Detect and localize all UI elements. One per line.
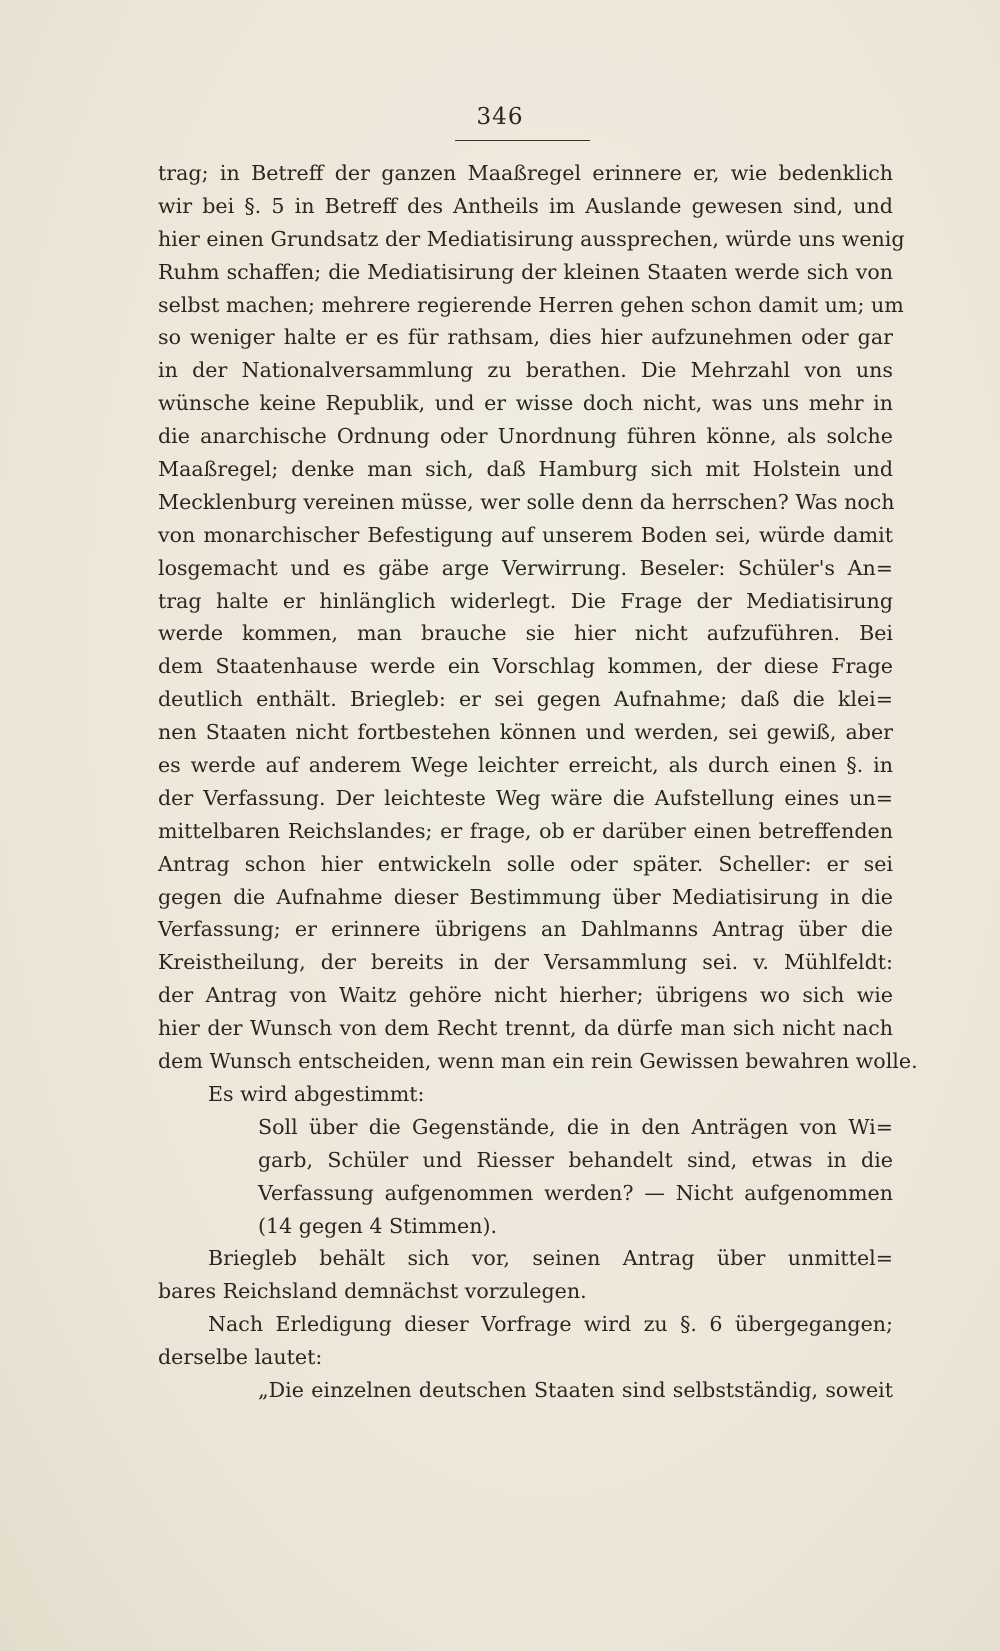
text-line: gegen die Aufnahme dieser Bestimmung über Mediatisirung in die [158, 884, 893, 909]
text-line: selbst machen; mehrere regierende Herren gehen schon damit um; um [158, 292, 904, 317]
text-line: so weniger halte er es für rathsam, dies hier aufzunehmen oder gar [158, 325, 893, 350]
text-line: werde kommen, man brauche sie hier nicht aufzuführen. Bei [158, 621, 893, 646]
page-number: 346 [476, 104, 524, 130]
text-line: derselbe lautet: [158, 1345, 323, 1370]
quote-line: garb, Schüler und Riesser behandelt sind, etwas in die [258, 1147, 893, 1172]
text-line: hier der Wunsch von dem Recht trennt, da dürfe man sich nicht nach [158, 1016, 893, 1041]
text-line: trag halte er hinlänglich widerlegt. Die Frage der Mediatisirung [158, 588, 893, 613]
text-line: wünsche keine Republik, und er wisse doch nicht, was uns mehr in [158, 391, 893, 416]
text-line: von monarchischer Befestigung auf unserem Boden sei, würde damit [158, 522, 893, 547]
text-line: dem Wunsch entscheiden, wenn man ein rein Gewissen bewahren wolle. [158, 1049, 918, 1074]
text-line: Verfassung; er erinnere übrigens an Dahlmanns Antrag über die [158, 917, 893, 942]
text-line: Briegleb behält sich vor, seinen Antrag über unmittel= [208, 1246, 893, 1271]
text-line: hier einen Grundsatz der Mediatisirung aussprechen, würde uns wenig [158, 226, 905, 251]
text-line: wir bei §. 5 in Betreff des Antheils im Auslande gewesen sind, und [158, 193, 893, 218]
page-number-rule [455, 140, 590, 141]
text-line: Es wird abgestimmt: [208, 1081, 425, 1106]
body-text [158, 157, 918, 1407]
text-line: in der Nationalversammlung zu berathen. Die Mehrzahl von uns [158, 358, 893, 383]
text-line: die anarchische Ordnung oder Unordnung führen könne, als solche [158, 424, 893, 449]
text-line: trag; in Betreff der ganzen Maaßregel erinnere er, wie bedenklich [158, 161, 893, 185]
text-line: der Verfassung. Der leichteste Weg wäre die Aufstellung eines un= [158, 785, 893, 810]
text-line: nen Staaten nicht fortbestehen können und werden, sei gewiß, aber [158, 720, 893, 745]
text-line: bares Reichsland demnächst vorzulegen. [158, 1279, 587, 1304]
text-line: „Die einzelnen deutschen Staaten sind selbstständig, soweit [258, 1377, 893, 1402]
text-line: Ruhm schaffen; die Mediatisirung der kleinen Staaten werde sich von [158, 259, 893, 284]
text-line: Kreistheilung, der bereits in der Versammlung sei. v. Mühlfeldt: [158, 950, 893, 975]
text-line: Maaßregel; denke man sich, daß Hamburg sich mit Holstein und [158, 457, 893, 482]
text-line: dem Staatenhause werde ein Vorschlag kommen, der diese Frage [158, 654, 893, 679]
text-line: Antrag schon hier entwickeln solle oder später. Scheller: er sei [158, 851, 893, 876]
text-line: der Antrag von Waitz gehöre nicht hierher; übrigens wo sich wie [158, 983, 893, 1008]
text-line: mittelbaren Reichslandes; er frage, ob er darüber einen betreffenden [158, 818, 893, 843]
text-line: Mecklenburg vereinen müsse, wer solle denn da herrschen? Was noch [158, 489, 895, 514]
quote-line: Verfassung aufgenommen werden? — Nicht aufgenommen [258, 1180, 893, 1205]
text-line: deutlich enthält. Briegleb: er sei gegen Aufnahme; daß die klei= [158, 687, 893, 712]
text-line: Nach Erledigung dieser Vorfrage wird zu §. 6 übergegangen; [208, 1312, 893, 1337]
text-line: losgemacht und es gäbe arge Verwirrung. Beseler: Schüler's An= [158, 555, 893, 580]
quote-line: Soll über die Gegenstände, die in den Anträgen von Wi= [258, 1114, 893, 1139]
quote-line: (14 gegen 4 Stimmen). [258, 1213, 498, 1238]
text-line: es werde auf anderem Wege leichter erreicht, als durch einen §. in [158, 753, 893, 778]
